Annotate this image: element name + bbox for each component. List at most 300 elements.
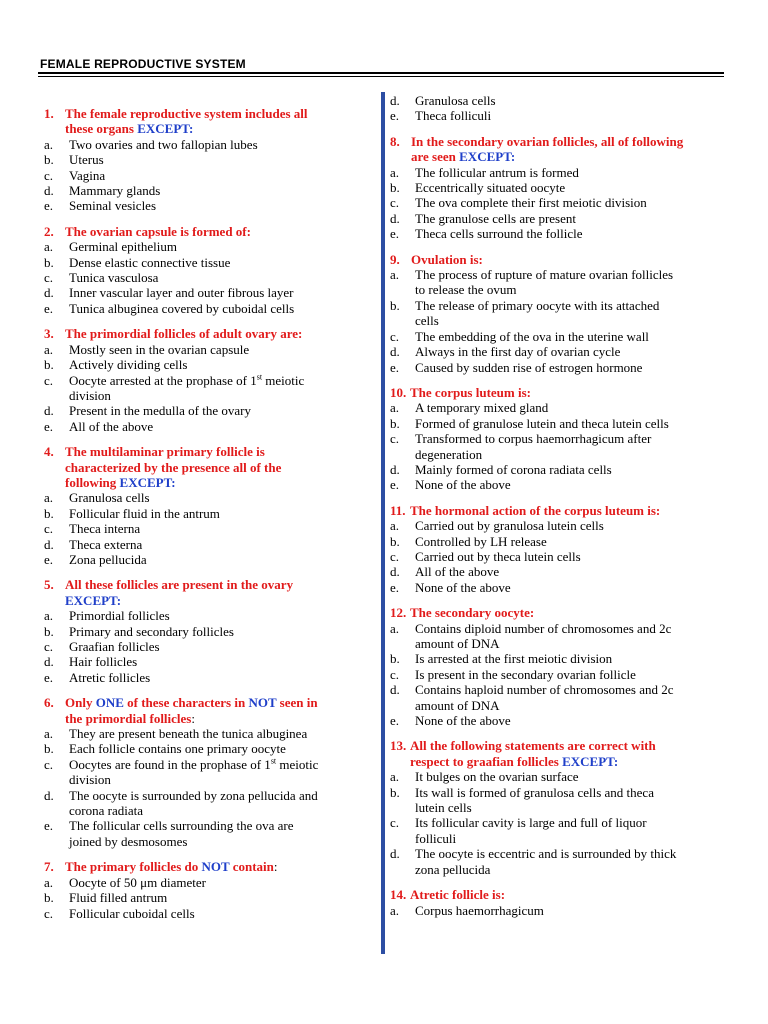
option-text: Primary and secondary follicles: [69, 623, 234, 639]
question-number: 1.: [44, 106, 54, 121]
answer-option: [44, 490, 366, 505]
question-stem-line: [390, 887, 728, 902]
stem-fragment: The corpus luteum is:: [410, 384, 531, 400]
answer-option-continuation: [44, 772, 366, 787]
option-letter: c.: [44, 756, 54, 772]
answer-option: [44, 726, 366, 741]
answer-option: [390, 682, 728, 697]
stem-fragment: respect to graafian follicles: [410, 753, 563, 769]
option-letter: c.: [390, 548, 400, 564]
question-stem-line: [44, 475, 366, 490]
question-block: [390, 605, 728, 728]
option-letter: d.: [390, 344, 400, 360]
answer-option-continuation: [44, 834, 366, 849]
option-text: Always in the first day of ovarian cycle: [415, 344, 621, 360]
question-stem-text: [65, 475, 176, 490]
option-text: Tunica albuginea covered by cuboidal cells: [69, 300, 295, 316]
option-text: Follicular cuboidal cells: [69, 905, 195, 921]
answer-option: [390, 226, 728, 241]
option-text: Tunica vasculosa: [69, 270, 159, 286]
answer-option: [390, 477, 728, 492]
stem-fragment: The primordial follicles of adult ovary are:: [65, 326, 303, 342]
option-text: The embedding of the ova in the uterine wall: [415, 328, 649, 344]
option-letter: a.: [390, 620, 400, 636]
answer-option: [44, 357, 366, 372]
option-letter: c.: [390, 815, 400, 831]
option-letter: b.: [44, 505, 54, 521]
answer-option: [390, 621, 728, 636]
page-title: FEMALE REPRODUCTIVE SYSTEM: [40, 57, 246, 71]
option-text: Atretic follicles: [69, 669, 151, 685]
option-text: Eccentrically situated oocyte: [415, 180, 566, 196]
option-text: Is arrested at the first meiotic division: [415, 651, 613, 667]
question-stem-line: [44, 859, 366, 874]
emphasis-keyword: NOT: [248, 695, 277, 711]
emphasis-keyword: EXCEPT:: [119, 474, 176, 490]
question-stem-text: [65, 460, 281, 475]
option-text: Vagina: [69, 167, 106, 183]
option-letter: a.: [44, 874, 54, 890]
option-letter: a.: [44, 341, 54, 357]
option-text: They are present beneath the tunica albuginea: [69, 726, 308, 742]
option-text: [69, 757, 366, 772]
question-block: [390, 503, 728, 595]
question-stem-text: [65, 859, 277, 874]
question-stem-line: [390, 605, 728, 620]
option-text: Inner vascular layer and outer fibrous layer: [69, 285, 294, 301]
option-letter: c.: [44, 372, 54, 388]
option-text: None of the above: [415, 579, 511, 595]
question-number: 11.: [390, 502, 406, 518]
question-stem-text: [65, 224, 251, 239]
option-text: Mostly seen in the ovarian capsule: [69, 341, 250, 357]
question-stem-text: [65, 593, 121, 608]
option-text: The release of primary oocyte with its attached: [415, 297, 660, 313]
question-stem-text: [410, 385, 531, 400]
answer-option: [44, 342, 366, 357]
option-text: folliculi: [415, 830, 457, 846]
option-text: Formed of granulose lutein and theca lutein cells: [415, 415, 669, 431]
answer-option: [44, 255, 366, 270]
option-letter: b.: [44, 357, 54, 373]
answer-option: [44, 552, 366, 567]
option-letter: c.: [390, 195, 400, 211]
question-stem-text: [65, 577, 293, 592]
question-stem-text: [411, 149, 515, 164]
option-letter: e.: [390, 226, 400, 242]
option-letter: d.: [44, 787, 54, 803]
option-text: division: [69, 387, 111, 403]
answer-option: [390, 400, 728, 415]
option-text: Actively dividing cells: [69, 357, 188, 373]
option-letter: a.: [390, 164, 400, 180]
answer-option: [390, 518, 728, 533]
option-letter: c.: [44, 521, 54, 537]
stem-fragment: contain: [229, 859, 274, 875]
question-stem-line: [44, 460, 366, 475]
option-letter: d.: [390, 461, 400, 477]
question-stem-text: [65, 326, 302, 341]
stem-fragment: The female reproductive system includes all: [65, 106, 308, 121]
question-stem-text: [410, 738, 656, 753]
option-text: None of the above: [415, 477, 511, 493]
answer-option: [390, 903, 728, 918]
option-text: A temporary mixed gland: [415, 400, 549, 416]
answer-option: [44, 741, 366, 756]
question-number: 3.: [44, 326, 54, 342]
question-number: [44, 475, 65, 490]
answer-option: [44, 239, 366, 254]
option-letter: e.: [44, 669, 54, 685]
answer-option: [390, 785, 728, 800]
option-text: Theca externa: [69, 536, 143, 552]
question-stem-line: [390, 149, 728, 164]
question-stem-text: [411, 252, 483, 267]
answer-option-continuation: [390, 831, 728, 846]
option-text: division: [69, 772, 111, 788]
answer-option: [44, 506, 366, 521]
option-text: joined by desmosomes: [69, 833, 188, 849]
option-letter: d.: [390, 210, 400, 226]
option-letter: a.: [44, 726, 54, 742]
answer-option-continuation: [390, 313, 728, 328]
superscript: st: [256, 372, 263, 382]
question-number: 9.: [390, 251, 400, 267]
option-text: Its wall is formed of granulosa cells and theca: [415, 784, 654, 800]
stem-fragment: The ovarian capsule is formed of:: [65, 223, 251, 239]
option-letter: a.: [44, 136, 54, 152]
question-stem-text: [410, 754, 618, 769]
answer-option: [44, 403, 366, 418]
option-text: Present in the medulla of the ovary: [69, 403, 251, 419]
question-block: [44, 326, 366, 434]
option-fragment: Oocytes are found in the prophase of 1: [69, 756, 271, 772]
answer-option: [44, 152, 366, 167]
answer-option: [390, 462, 728, 477]
option-letter: e.: [390, 579, 400, 595]
question-block: [390, 385, 728, 493]
option-text: The oocyte is eccentric and is surrounded by thick: [415, 846, 677, 862]
question-stem-line: [44, 444, 366, 459]
option-letter: e.: [390, 108, 400, 124]
emphasis-keyword: EXCEPT:: [65, 592, 122, 608]
answer-option-continuation: [390, 447, 728, 462]
answer-option: [390, 180, 728, 195]
answer-option: [390, 165, 728, 180]
option-letter: b.: [390, 533, 400, 549]
question-number: [390, 149, 411, 164]
answer-option: [390, 713, 728, 728]
option-letter: e.: [44, 198, 54, 214]
option-text: Fluid filled antrum: [69, 890, 168, 906]
question-block: [44, 106, 366, 214]
answer-option: [390, 534, 728, 549]
option-letter: b.: [390, 180, 400, 196]
option-text: Corpus haemorrhagicum: [415, 902, 544, 918]
answer-option: [390, 667, 728, 682]
option-letter: a.: [390, 518, 400, 534]
option-letter: d.: [390, 682, 400, 698]
answer-option: [390, 344, 728, 359]
question-stem-line: [44, 695, 366, 710]
answer-option: [44, 788, 366, 803]
option-letter: e.: [44, 300, 54, 316]
question-stem-text: [410, 503, 660, 518]
question-block: [44, 224, 366, 316]
question-number: 8.: [390, 133, 400, 149]
question-stem-line: [44, 121, 366, 136]
stem-fragment: seen in: [276, 695, 318, 711]
option-letter: a.: [44, 490, 54, 506]
question-stem-line: [390, 754, 728, 769]
question-block: [390, 252, 728, 375]
option-text: Transformed to corpus haemorrhagicum after: [415, 431, 652, 447]
answer-option: [44, 301, 366, 316]
option-text: Germinal epithelium: [69, 239, 177, 255]
question-stem-line: [390, 385, 728, 400]
answer-option: [390, 108, 728, 123]
option-text: Contains diploid number of chromosomes and 2c: [415, 620, 672, 636]
option-letter: b.: [390, 297, 400, 313]
option-text: amount of DNA: [415, 636, 500, 651]
answer-option-continuation: [390, 636, 728, 651]
option-letter: c.: [44, 639, 54, 654]
answer-option: [390, 564, 728, 579]
option-text: corona radiata: [69, 803, 143, 819]
stem-fragment: these organs: [65, 121, 138, 137]
answer-option-continuation: [390, 698, 728, 713]
question-number: 14.: [390, 887, 407, 903]
right-column: [390, 93, 728, 918]
option-text: Contains haploid number of chromosomes and 2c: [415, 682, 674, 698]
option-letter: d.: [44, 403, 54, 419]
question-block: [390, 887, 728, 918]
option-text: zona pellucida: [415, 861, 491, 877]
answer-option: [390, 815, 728, 830]
option-letter: e.: [44, 551, 54, 567]
option-text: Oocyte of 50 μm diameter: [69, 874, 206, 890]
answer-option: [44, 537, 366, 552]
answer-option: [44, 521, 366, 536]
option-letter: b.: [390, 651, 400, 667]
option-text: Each follicle contains one primary oocyte: [69, 741, 286, 757]
stem-fragment: of these characters in: [123, 695, 249, 711]
option-letter: c.: [390, 328, 400, 344]
answer-option-continuation: [390, 800, 728, 815]
answer-option: [390, 651, 728, 666]
option-text: Caused by sudden rise of estrogen hormone: [415, 359, 643, 375]
option-text: Zona pellucida: [69, 551, 147, 567]
option-letter: d.: [44, 183, 54, 199]
question-stem-text: [65, 695, 318, 710]
question-number: 4.: [44, 444, 54, 460]
answer-option: [44, 757, 366, 772]
option-text: Dense elastic connective tissue: [69, 254, 231, 270]
answer-option: [44, 890, 366, 905]
answer-option: [390, 267, 728, 282]
option-text: Granulosa cells: [69, 490, 150, 506]
question-stem-line: [44, 711, 366, 726]
option-text: The granulose cells are present: [415, 210, 576, 226]
question-number: 13.: [390, 738, 407, 754]
answer-option: [390, 431, 728, 446]
option-letter: b.: [44, 890, 54, 906]
emphasis-keyword: ONE: [95, 695, 124, 711]
answer-option: [44, 624, 366, 639]
option-letter: a.: [390, 769, 400, 785]
stem-fragment: In the secondary ovarian follicles, all of following: [411, 133, 684, 149]
question-number: 5.: [44, 577, 54, 593]
question-number: [44, 460, 65, 475]
answer-option: [390, 211, 728, 226]
answer-option: [44, 419, 366, 434]
answer-option: [44, 670, 366, 685]
answer-option: [44, 639, 366, 654]
option-text: to release the ovum: [415, 282, 517, 298]
question-number: [44, 711, 65, 726]
option-letter: a.: [390, 267, 400, 283]
option-letter: d.: [390, 93, 400, 108]
answer-option: [44, 137, 366, 152]
answer-option: [390, 580, 728, 595]
stem-fragment: characterized by the presence all of the: [65, 459, 282, 475]
option-text: Theca folliculi: [415, 108, 492, 124]
answer-option: [44, 183, 366, 198]
option-text: Seminal vesicles: [69, 198, 157, 214]
option-text: Mainly formed of corona radiata cells: [415, 461, 612, 477]
option-letter: c.: [390, 666, 400, 682]
option-fragment: meiotic: [262, 372, 305, 388]
answer-option: [390, 549, 728, 564]
option-letter: a.: [44, 239, 54, 255]
option-letter: e.: [44, 818, 54, 834]
option-text: degeneration: [415, 446, 483, 462]
option-letter: b.: [44, 741, 54, 757]
option-text: It bulges on the ovarian surface: [415, 769, 579, 785]
option-letter: a.: [44, 608, 54, 624]
header-rule: [38, 72, 724, 74]
option-text: Primordial follicles: [69, 608, 170, 624]
question-number: 7.: [44, 859, 54, 875]
stem-fragment: All the following statements are correct with: [410, 738, 656, 754]
question-stem-line: [44, 326, 366, 341]
option-text: All of the above: [69, 418, 154, 434]
question-stem-text: [65, 121, 193, 136]
option-text: Theca cells surround the follicle: [415, 226, 583, 242]
option-letter: d.: [390, 846, 400, 862]
answer-option: [44, 608, 366, 623]
question-number: [390, 754, 410, 769]
question-block: [44, 695, 366, 849]
option-text: Uterus: [69, 152, 104, 168]
option-letter: d.: [44, 285, 54, 301]
stem-fragment: The primary follicles do: [65, 859, 202, 875]
question-stem-line: [44, 106, 366, 121]
stem-fragment: All these follicles are present in the ovary: [65, 577, 294, 593]
question-number: 6.: [44, 695, 54, 711]
answer-option-continuation: [44, 388, 366, 403]
option-letter: c.: [44, 270, 54, 286]
answer-option-continuation: [390, 282, 728, 297]
answer-option: [44, 654, 366, 669]
option-text: Is present in the secondary ovarian follicle: [415, 666, 636, 682]
stem-fragment: Ovulation is:: [411, 251, 483, 267]
question-block: [390, 134, 728, 242]
question-stem-text: [410, 605, 534, 620]
superscript: st: [270, 756, 277, 766]
option-text: Graafian follicles: [69, 639, 160, 654]
answer-option: [44, 168, 366, 183]
emphasis-keyword: EXCEPT:: [459, 149, 516, 165]
option-letter: e.: [390, 359, 400, 375]
option-letter: c.: [44, 167, 54, 183]
option-fragment: meiotic: [276, 756, 319, 772]
question-block: [390, 738, 728, 877]
option-letter: e.: [390, 477, 400, 493]
option-letter: a.: [390, 400, 400, 416]
option-text: The follicular antrum is formed: [415, 164, 579, 180]
answer-option: [390, 416, 728, 431]
question-stem-line: [44, 224, 366, 239]
option-text: lutein cells: [415, 800, 472, 816]
answer-option-continuation: [44, 803, 366, 818]
option-letter: a.: [390, 902, 400, 918]
answer-option: [390, 360, 728, 375]
option-text: Granulosa cells: [415, 93, 496, 108]
option-text: Carried out by granulosa lutein cells: [415, 518, 604, 534]
option-text: Mammary glands: [69, 183, 161, 199]
option-letter: d.: [390, 564, 400, 580]
answer-option: [44, 906, 366, 921]
stem-fragment: following: [65, 474, 120, 490]
question-number: 12.: [390, 605, 407, 621]
question-stem-line: [44, 593, 366, 608]
answer-option: [44, 285, 366, 300]
question-number: [44, 121, 65, 136]
option-letter: b.: [390, 415, 400, 431]
question-stem-line: [390, 134, 728, 149]
stem-fragment: The multilaminar primary follicle is: [65, 444, 265, 460]
answer-option: [44, 875, 366, 890]
question-block: [44, 859, 366, 921]
option-text: Theca interna: [69, 521, 141, 537]
stem-fragment: Atretic follicle is:: [410, 887, 506, 903]
answer-option: [390, 195, 728, 210]
option-letter: c.: [44, 905, 54, 921]
question-block: [390, 93, 728, 124]
option-text: Controlled by LH release: [415, 533, 547, 549]
question-block: [44, 444, 366, 567]
question-number: [44, 593, 65, 608]
question-stem-line: [390, 738, 728, 753]
emphasis-keyword: EXCEPT:: [562, 753, 619, 769]
stem-fragment: Only: [65, 695, 96, 711]
option-text: Hair follicles: [69, 654, 138, 670]
question-stem-line: [44, 577, 366, 592]
option-letter: d.: [44, 536, 54, 552]
question-stem-text: [65, 106, 308, 121]
column-divider: [381, 92, 385, 954]
answer-option: [44, 818, 366, 833]
question-stem-text: [410, 887, 505, 902]
answer-option: [390, 93, 728, 108]
question-stem-line: [390, 503, 728, 518]
option-text: Its follicular cavity is large and full of liquor: [415, 815, 647, 831]
option-text: The oocyte is surrounded by zona pellucida and: [69, 787, 318, 803]
answer-option: [44, 270, 366, 285]
option-text: amount of DNA: [415, 697, 500, 713]
answer-option: [390, 329, 728, 344]
